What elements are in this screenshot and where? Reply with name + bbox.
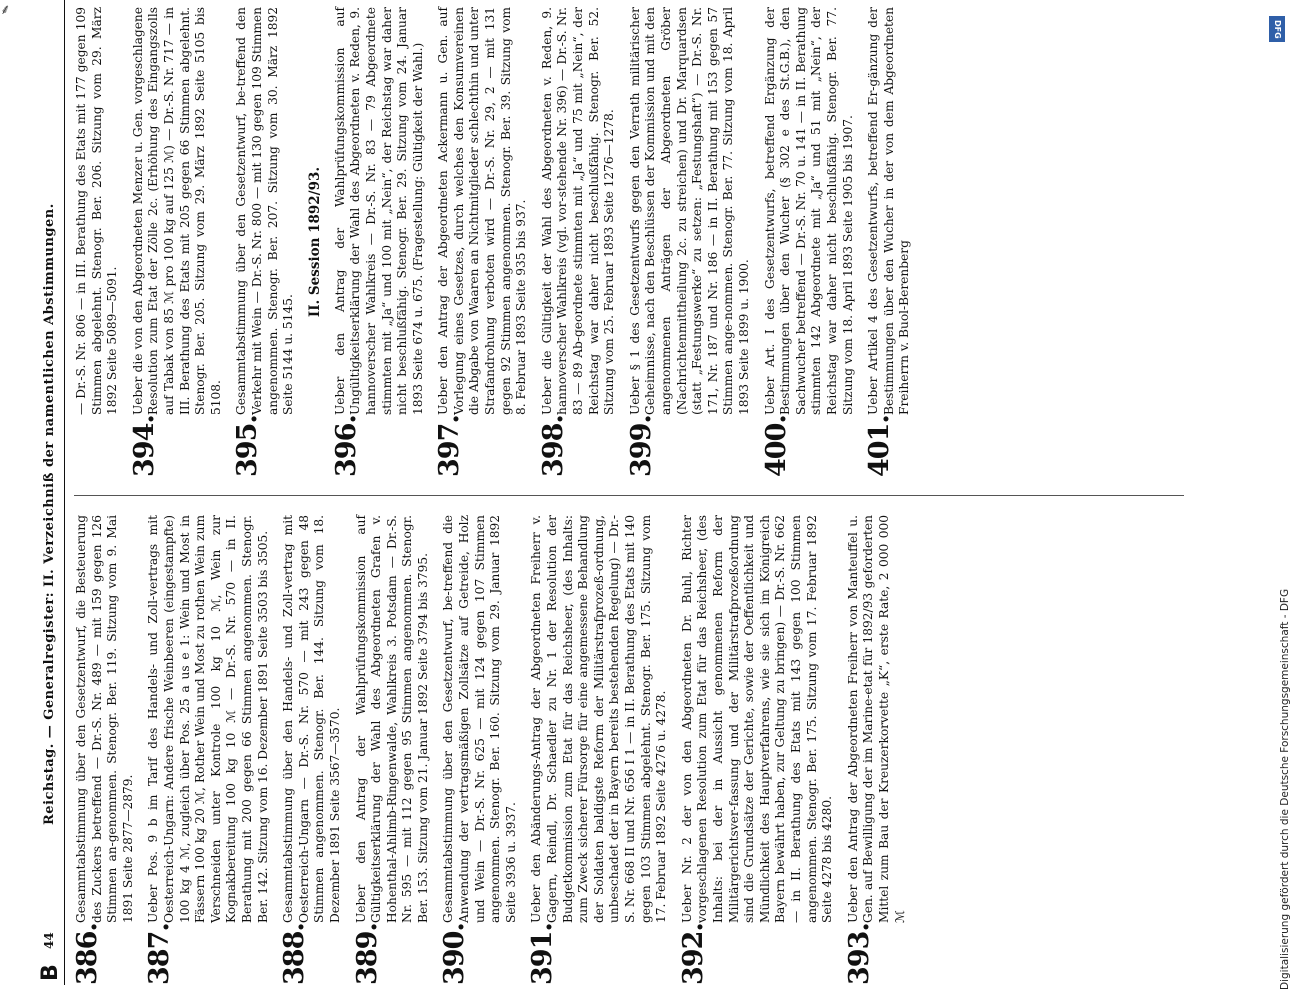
rotated-page-content [30,0,1210,985]
entry-text: — Dr.-S. Nr. 806 — in III. Berathung des Etats mit 177 gegen 109 Stimmen abgelehnt. Stenogr. Ber. 206. Sitzung vom 29. März 1892 Seite 5089—5091. [74,7,120,415]
entry-text: Ueber Artikel 4 des Gesetzentwurfs, betreffend Er-gänzung der Bestimmungen über den Wucher in der von dem Abgeordneten Freiherrn v. Buol-Berenberg [866,7,912,415]
column-divider [74,495,1184,496]
entry-text: Ueber den Antrag der Wahlprüfungskommission auf Gültigkeitserklärung der Wahl des Abgeordneten Grafen v. Hohenthal-Ahlimb-Ringenwalde, Wahlkreis 3. Potsdam — Dr.-S. Nr. 595 — mit 112 gegen 95 Stimmen angenommen. Stenogr. Ber. 153. Sitzung vom 21. Januar 1892 Seite 3794 bis 3795. [353,515,430,923]
register-entry [441,515,519,985]
register-entry [351,515,432,985]
entry-number: 395. [232,415,264,477]
entry-number: 386. [72,923,103,985]
register-entry [529,515,669,985]
right-column [74,7,923,477]
section-letter: B [38,964,63,981]
entry-text: Ueber die Gültigkeit der Wahl des Abgeordneten v. Reden, 9. hannoverscher Wahlkreis (vgl. vor-stehende Nr. 396) — Dr.-S. Nr. 83 — 89 Ab-geordnete stimmten mit „Ja“ und 75 mit „Nein“, der Reichstag war daher nicht beschlußfähig. Stenogr. Ber. 52. Sitzung vom 25. Februar 1893 Seite 1276—1278. [539,7,617,415]
left-column [74,515,918,985]
entry-number: 391. [527,923,559,985]
entry-number: 399. [625,415,657,477]
entry-number: 396. [330,415,362,477]
register-entry [330,7,427,477]
entry-text: Ueber den Antrag der Wahlprüfungskommission auf Ungültigkeitserklärung der Wahl des Abgeordneten v. Reden, 9. hannoverscher Wahlkreis — Dr.-S. Nr. 83 — 79 Abgeordnete stimmten mit „Ja“ und 100 mit „Nein“, der Reichstag war daher nicht beschlußfähig. Stenogr. Ber. 29. Sitzung vom 24. Januar 1893 Seite 674 u. 675. (Fragestellung: Gültigkeit der Wahl.) [332,7,425,415]
entry-number: 393. [843,923,875,985]
entry-text: Ueber die von den Abgeordneten Menzer u. Gen. vorgeschlagene Resolution zum Etat der Zölle 2c. (Erhöhung des Eingangszolls auf Tabak von 85 ℳ pro 100 kg auf 125 ℳ) — Dr.-S. Nr. 717 — in III. Berathung des Etats mit 205 gegen 66 Stimmen abgelehnt. Stenogr. Ber. 205. Sitzung vom 29. März 1892 Seite 5105 bis 5108. [130,7,223,415]
entry-text: Gesammtabstimmung über den Gesetzentwurf, die Besteuerung des Zuckers betreffend — Dr.-S. Nr. 489 — mit 159 gegen 126 Stimmen an-genommen. Stenogr. Ber. 119. Sitzung vom 9. Mai 1891 Seite 2877—2879. [74,515,135,923]
register-entry [866,7,913,477]
register-entry [436,7,530,477]
page-header [30,0,65,985]
register-entry [74,7,121,477]
entry-text: Ueber Art. I des Gesetzentwurfs, betreffend Ergänzung der Bestimmungen über den Wucher (§ 302 e des St.G.B.), den Sachwucher betreffend — Dr.-S. Nr. 70 u. 141 — in II. Berathung stimmten 142 Abgeordnete mit „Ja“ und 51 mit „Nein“, der Reichstag war daher nicht beschlußfähig. Stenogr. Ber. 77. Sitzung vom 18. April 1893 Seite 1905 bis 1907. [762,7,855,415]
register-entry [128,7,225,477]
entry-text: Ueber § 1 des Gesetzentwurfs gegen den Verrath militärischer Geheimnisse, nach den Beschlüssen der Kommission und mit den angenommenen Anträgen der Abgeordneten Gröber (Nachrichtenmittheilung 2c. zu streichen) und Dr. Marquardsen (statt „Festungswerke“ zu setzen: „Festungshaft“) — Dr.-S. Nr. 171, Nr. 187 und Nr. 186 — in II. Berathung mit 153 gegen 57 Stimmen ange-nommen. Stenogr. Ber. 77. Sitzung vom 18. April 1893 Seite 1899 u. 1900. [627,7,751,415]
register-entry [537,7,618,477]
entry-number: 390. [439,923,471,985]
credit-text: Digitalisierung gefördert durch die Deutsche Forschungsgemeinschaft - DFG [1279,588,1291,990]
session-heading: II. Session 1892/93. [306,166,323,318]
entry-number: 387. [144,923,176,985]
entry-text: Gesammtabstimmung über den Gesetzentwurf, be-treffend die Anwendung der vertragsmäßigen Zollsätze auf Getreide, Holz und Wein — Dr.-S. Nr. 625 — mit 124 gegen 107 Stimmen angenommen. Stenogr. Ber. 160. Sitzung vom 29. Januar 1892 Seite 3936 u. 3937. [441,515,518,923]
page-title: Reichstag. — Generalregister: II. Verzeichniß der namentlichen Abstimmungen. [42,203,57,825]
entry-text: Ueber den Antrag der Abgeordneten Freiherr von Manteuffel u. Gen. auf Bewilligung der im Marine-etat für 1892/93 geforderten Mittel zum Bau der Kreuzerkorvette „K“, erste Rate, 2 000 000 ℳ [845,515,907,923]
entry-text: Ueber Pos. 9 b im Tarif des Handels- und Zoll-vertrags mit Oesterreich-Ungarn: Andere frische Weinbeeren (eingestampfte) 100 kg 4 ℳ, zugleich über Pos. 25 a us e 1: Wein und Most in Fässern 100 kg 20 ℳ, Rother Wein und Most zu rothen Wein zum Verschneiden unter Kontrole 100 kg 10 ℳ, Wein zur Kognakbereitung 100 kg 10 ℳ — Dr.-S. Nr. 570 — in II. Berathung mit 200 gegen 66 Stimmen angenommen. Stenogr. Ber. 142. Sitzung vom 16. Dezember 1891 Seite 3503 bis 3505. [146,515,270,923]
digitization-credit [1267,10,1291,990]
page-number: 44 [42,932,56,949]
register-entry [625,7,753,477]
entry-number: 398. [537,415,569,477]
entry-number: 401. [864,415,896,477]
register-entry [843,515,908,985]
register-entry [760,7,857,477]
entry-text: Ueber den Antrag der Abgeordneten Ackermann u. Gen. auf Vorlegung eines Gesetzes, durch welches den Konsumvereinen die Abgabe von Waaren an Nichtmitglieder schlechthin und unter Strafandrohung verboten wird — Dr.-S. Nr. 29, 2 — mit 131 gegen 92 Stimmen angenommen. Stenogr. Ber. 39. Sitzung vom 8. Februar 1893 Seite 935 bis 937. [436,7,529,415]
entry-number: 388. [279,923,311,985]
entry-number: 389. [351,923,383,985]
entry-text: Gesammtabstimmung über den Handels- und Zoll-vertrag mit Oesterreich-Ungarn — Dr.-S. Nr. 570 — mit 243 gegen 48 Stimmen angenommen. Stenogr. Ber. 144. Sitzung vom 18. Dezember 1891 Seite 3567—3570. [281,515,342,923]
entry-text: Ueber Nr. 2 der von den Abgeordneten Dr. Buhl, Richter vorgeschlagenen Resolution zum Etat für das Reichsheer, (des Inhalts: bei der in Aussicht genommenen Reform der Militärgerichtsver-fassung und der Militärstrafprozeßordnung sind die Grundsätze der Gerichte, sowie der Oeffentlichkeit und Mündlichkeit des Hauptverfahrens, wie sie sich im Königreich Bayern bewährt haben, zur Geltung zu bringen) — Dr.-S. Nr. 662 — in II. Berathung des Etats mit 143 gegen 100 Stimmen angenommen. Stenogr. Ber. 175. Sitzung vom 17. Februar 1892 Seite 4278 bis 4280. [679,515,835,923]
register-entry [281,515,343,985]
register-entry [74,515,136,985]
dfg-logo: DFG [1269,16,1285,42]
register-entry [146,515,271,985]
entry-text: Gesammtabstimmung über den Gesetzentwurf, be-treffend den Verkehr mit Wein — Dr.-S. Nr. 800 — mit 130 gegen 109 Stimmen angenommen. Stenogr. Ber. 207. Sitzung vom 30. März 1892 Seite 5144 u. 5145. [234,7,296,415]
entry-text: Ueber den Abänderungs-Antrag der Abgeordneten Freiherr v. Gagern, Reindl, Dr. Schaedler zu Nr. 1 der Resolution der Budgetkommission zum Etat für das Reichsheer, (des Inhalts: zum Zweck sicherer Fürsorge für eine angemessene Behandlung der Soldaten baldigste Reform der Militärstrafprozeß-ordnung, unbeschadet der in Bayern bereits bestehenden Regelung) — Dr.-S. Nr. 668 II und Nr. 656 I 1 — in II. Berathung des Etats mit 140 gegen 103 Stimmen abgelehnt. Stenogr. Ber. 175. Sitzung vom 17. Februar 1892 Seite 4276 u. 4278. [529,515,669,923]
register-entry [234,7,296,477]
register-entry [677,515,836,985]
entry-number: 400. [760,415,792,477]
corner-mark: ⸙ [0,2,11,18]
entry-number: 392. [677,923,709,985]
entry-number: 394. [128,415,160,477]
entry-number: 397. [434,415,466,477]
